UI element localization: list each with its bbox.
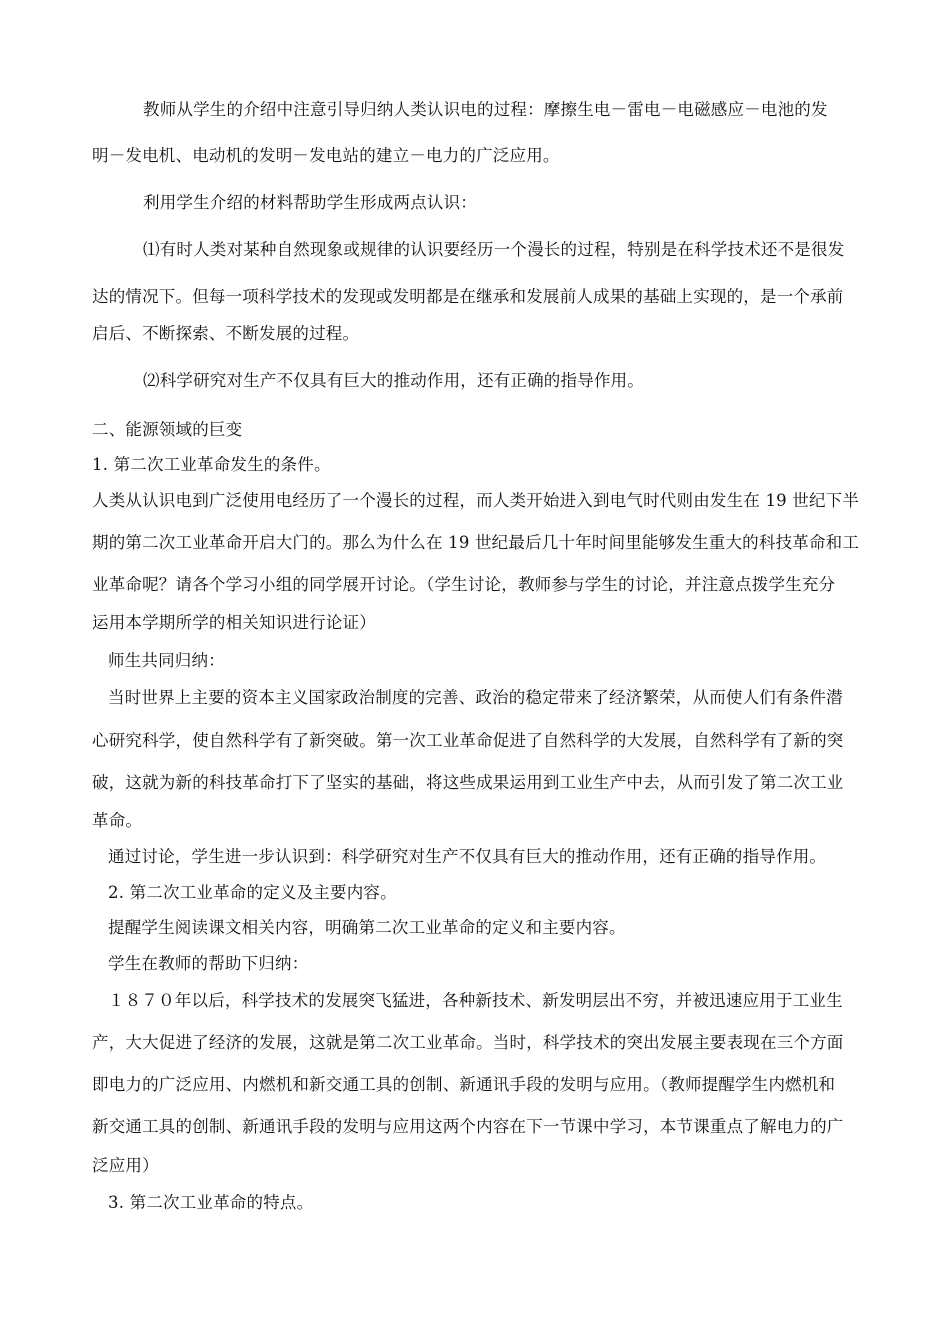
text-line: 期的第二次工业革命开启大门的。那么为什么在 19 世纪最后几十年时间里能够发生重大的科技革命和工 [92, 533, 860, 552]
text-line: 学生在教师的帮助下归纳： [108, 954, 309, 973]
text-line: 达的情况下。但每一项科学技术的发现或发明都是在继承和发展前人成果的基础上实现的，是一个承前 [92, 287, 844, 306]
text-line: 业革命呢？请各个学习小组的同学展开讨论。（学生讨论，教师参与学生的讨论，并注意点拨学生充分 [92, 575, 836, 594]
text-line: 即电力的广泛应用、内燃机和新交通工具的创制、新通讯手段的发明与应用。（教师提醒学生内燃机和 [92, 1075, 836, 1094]
subsection-heading: 1. 第二次工业革命发生的条件。 [92, 455, 331, 474]
text-line: 启后、不断探索、不断发展的过程。 [92, 324, 360, 343]
subsection-heading: 2. 第二次工业革命的定义及主要内容。 [108, 883, 397, 902]
text-line: 心研究科学，使自然科学有了新突破。第一次工业革命促进了自然科学的大发展，自然科学有了新的突 [92, 731, 844, 750]
text-line: 利用学生介绍的材料帮助学生形成两点认识： [143, 193, 477, 212]
text-line: ⑵科学研究对生产不仅具有巨大的推动作用，还有正确的指导作用。 [143, 371, 644, 390]
text-line: 破，这就为新的科技革命打下了坚实的基础，将这些成果运用到工业生产中去，从而引发了第二次工业 [92, 773, 844, 792]
text-line: 运用本学期所学的相关知识进行论证） [92, 613, 376, 632]
text-line: 提醒学生阅读课文相关内容，明确第二次工业革命的定义和主要内容。 [108, 918, 626, 937]
text-line: 通过讨论，学生进一步认识到：科学研究对生产不仅具有巨大的推动作用，还有正确的指导作用。 [108, 847, 827, 866]
text-line: 当时世界上主要的资本主义国家政治制度的完善、政治的稳定带来了经济繁荣，从而使人们有条件潜 [108, 688, 843, 707]
text-line: 人类从认识电到广泛使用电经历了一个漫长的过程，而人类开始进入到电气时代则由发生在 19 世纪下半 [92, 491, 860, 510]
text-line: 新交通工具的创制、新通讯手段的发明与应用这两个内容在下一节课中学习，本节课重点了解电力的广 [92, 1117, 844, 1136]
section-heading: 二、能源领域的巨变 [92, 420, 243, 439]
text-line: 革命。 [92, 811, 143, 830]
text-line: 产，大大促进了经济的发展，这就是第二次工业革命。当时，科学技术的突出发展主要表现在三个方面 [92, 1033, 844, 1052]
text-line: １８７０年以后，科学技术的发展突飞猛进，各种新技术、新发明层出不穷，并被迅速应用于工业生 [108, 991, 843, 1010]
subsection-heading: 3. 第二次工业革命的特点。 [108, 1193, 314, 1212]
text-line: 师生共同归纳： [108, 651, 225, 670]
text-line: 教师从学生的介绍中注意引导归纳人类认识电的过程：摩擦生电－雷电－电磁感应－电池的发 [143, 100, 828, 119]
text-line: ⑴有时人类对某种自然现象或规律的认识要经历一个漫长的过程，特别是在科学技术还不是很发 [143, 240, 845, 259]
text-line: 明－发电机、电动机的发明－发电站的建立－电力的广泛应用。 [92, 146, 560, 165]
text-line: 泛应用） [92, 1156, 159, 1175]
